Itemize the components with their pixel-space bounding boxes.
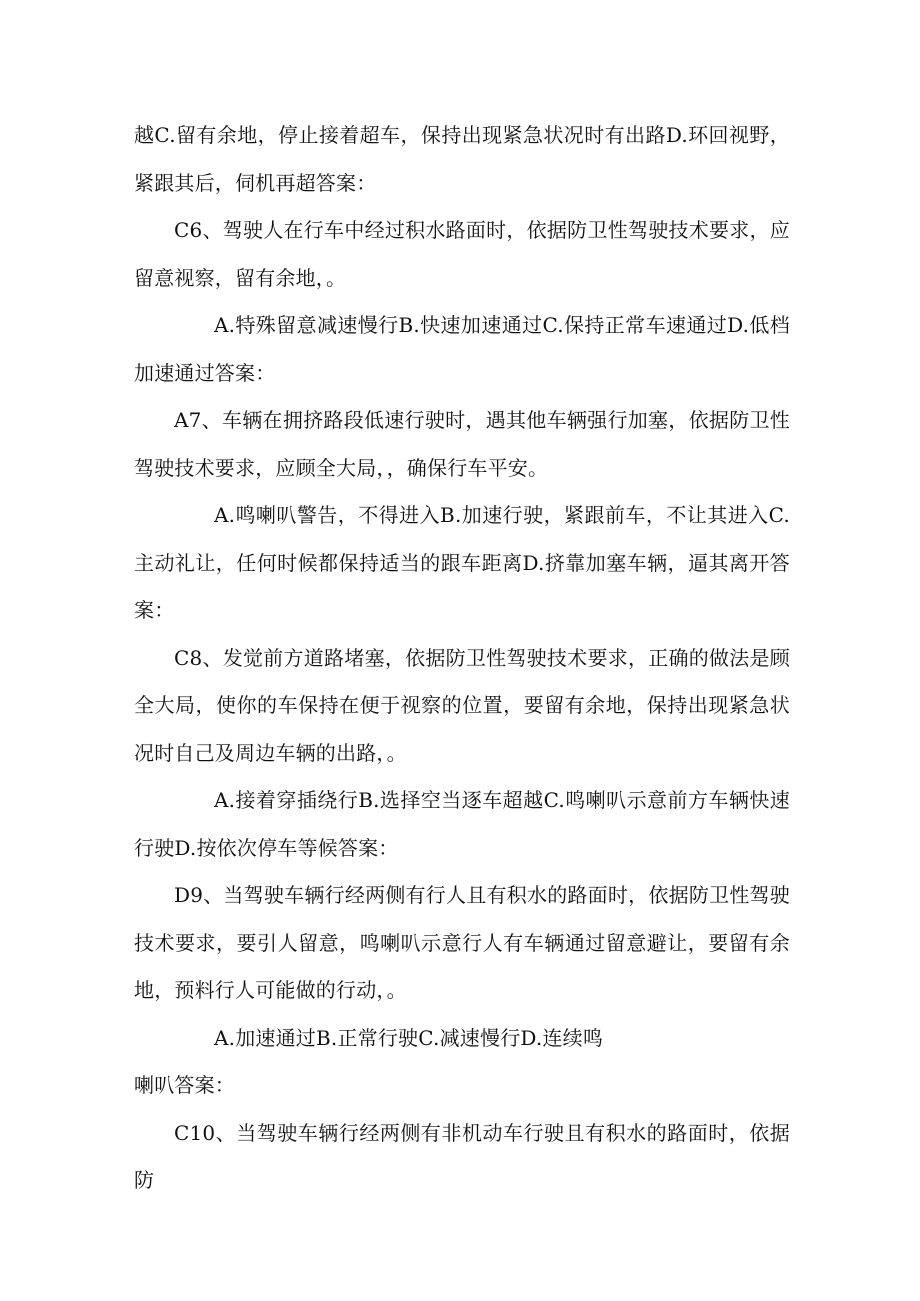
document-body (134, 112, 790, 1205)
question-9-options: A.加速通过B.正常行驶C.减速慢行D.连续鸣 (214, 1025, 604, 1050)
question-8-options: A.接着穿插绕行B.选择空当逐车超越C.鸣喇叭示意前方车辆快速行驶D.按依次停车等候答案： (134, 788, 790, 860)
paragraph-continuation: 越C.留有余地，停止接着超车，保持出现紧急状况时有出路D.环回视野，紧跟其后，伺机再超答案： (134, 123, 790, 195)
question-7: A7、车辆在拥挤路段低速行驶时，遇其他车辆强行加塞，依据防卫性驾驶技术要求，应顾全大局，，确保行车平安。 (134, 408, 790, 480)
question-10: C10、当驾驶车辆行经两侧有非机动车行驶且有积水的路面时，依据防 (134, 1120, 790, 1192)
question-6: C6、驾驶人在行车中经过积水路面时，依据防卫性驾驶技术要求，应留意视察，留有余地，。 (134, 218, 790, 290)
question-7-options: A.鸣喇叭警告，不得进入B.加速行驶，紧跟前车，不让其进入C.主动礼让，任何时候都保持适当的跟车距离D.挤靠加塞车辆，逼其离开答案： (134, 503, 790, 622)
question-9: D9、当驾驶车辆行经两侧有行人且有积水的路面时，依据防卫性驾驶技术要求，要引人留意，鸣喇叭示意行人有车辆通过留意避让，要留有余地，预料行人可能做的行动，。 (134, 883, 790, 1002)
question-6-options: A.特殊留意减速慢行B.快速加速通过C.保持正常车速通过D.低档加速通过答案： (134, 313, 790, 385)
question-9-options-continued: 喇叭答案： (134, 1073, 235, 1097)
question-8: C8、发觉前方道路堵塞，依据防卫性驾驶技术要求，正确的做法是顾全大局，使你的车保持在便于视察的位置，要留有余地，保持出现紧急状况时自己及周边车辆的出路，。 (134, 645, 790, 765)
